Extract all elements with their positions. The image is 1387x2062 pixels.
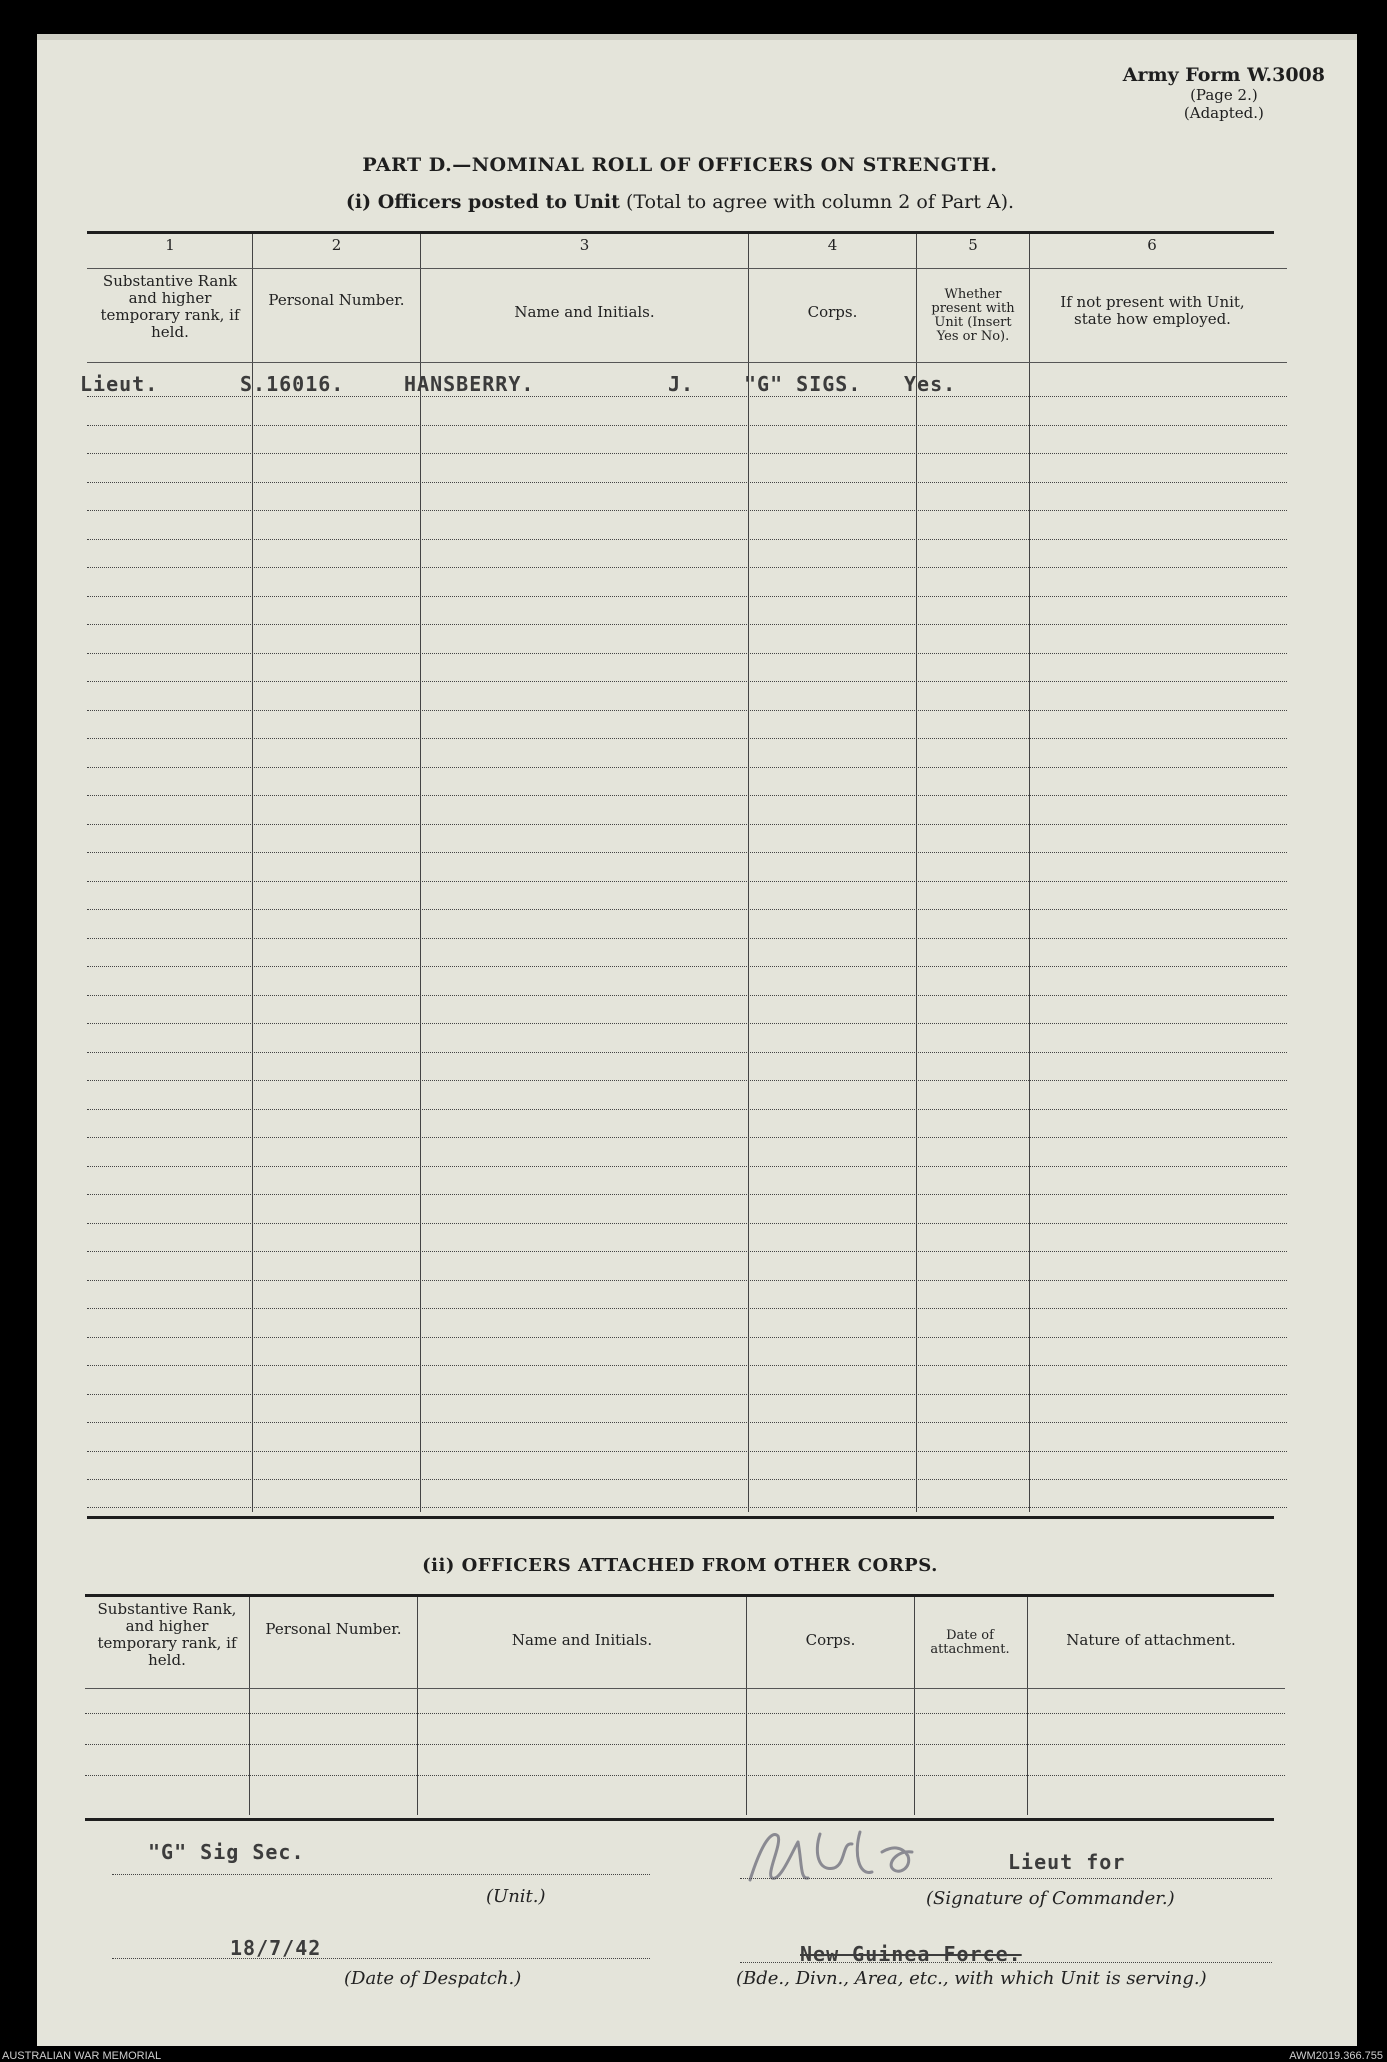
header-personal-number: Personal Number. — [268, 291, 405, 309]
row-rule — [87, 396, 1287, 397]
table1-bottom-rule — [87, 1516, 1274, 1519]
t2-header-nature: Nature of attachment. — [1066, 1631, 1236, 1649]
row-rule — [87, 653, 1287, 654]
row-rule — [87, 710, 1287, 711]
row-rule — [87, 482, 1287, 483]
header-rank: Substantive Rank and higher temporary rank, if held. — [100, 272, 240, 341]
unit-caption: (Unit.) — [486, 1886, 546, 1907]
table1-top-rule — [87, 231, 1274, 234]
header-present: Whether present with Unit (Insert Yes or No). — [931, 287, 1015, 344]
table2-top-rule — [85, 1594, 1274, 1597]
t2-col-divider — [1027, 1597, 1028, 1815]
section-i-note: (Total to agree with column 2 of Part A). — [625, 191, 1015, 213]
row-rule — [87, 1365, 1287, 1366]
row-rule — [87, 539, 1287, 540]
archive-institution: AUSTRALIAN WAR MEMORIAL — [2, 2050, 162, 2062]
row-rule — [87, 1280, 1287, 1281]
form-reference — [1123, 64, 1325, 122]
date-line — [112, 1958, 650, 1959]
signature-scribble — [742, 1822, 982, 1892]
t2-header-bottom-rule — [85, 1688, 1285, 1689]
t2-col-divider — [914, 1597, 915, 1815]
row-rank: Lieut. — [80, 372, 159, 396]
signature-line — [740, 1878, 1272, 1879]
row-rule — [87, 909, 1287, 910]
row-rule — [87, 596, 1287, 597]
signature-suffix: Lieut for — [1008, 1850, 1126, 1874]
header-bottom-rule — [87, 362, 1287, 363]
row-rule — [87, 795, 1287, 796]
archive-reference: AWM2019.366.755 — [1289, 2050, 1383, 2062]
col-number: 4 — [827, 236, 838, 254]
header-how-employed: If not present with Unit, state how employed. — [1060, 293, 1245, 328]
row-rule — [87, 1023, 1287, 1024]
row-rule — [87, 1337, 1287, 1338]
row-present: Yes. — [904, 372, 957, 396]
t2-col-divider — [249, 1597, 250, 1815]
row-rule — [87, 1166, 1287, 1167]
form-adapted: (Adapted.) — [1183, 104, 1264, 122]
row-rule — [87, 966, 1287, 967]
row-rule — [87, 624, 1287, 625]
header-name: Name and Initials. — [514, 303, 655, 321]
section-ii-title: (ii) OFFICERS ATTACHED FROM OTHER CORPS. — [422, 1555, 938, 1576]
row-rule — [87, 995, 1287, 996]
t2-header-corps: Corps. — [805, 1631, 856, 1649]
row-rule — [87, 1422, 1287, 1423]
t2-header-date: Date of attachment. — [930, 1628, 1010, 1657]
unit-value: "G" Sig Sec. — [148, 1840, 305, 1864]
row-rule — [87, 1451, 1287, 1452]
t2-row-rule — [85, 1775, 1285, 1776]
col-number: 6 — [1147, 236, 1157, 254]
row-rule — [87, 767, 1287, 768]
row-rule — [87, 681, 1287, 682]
signature-caption: (Signature of Commander.) — [926, 1888, 1175, 1909]
header-corps: Corps. — [807, 303, 858, 321]
t2-row-rule — [85, 1744, 1285, 1745]
row-initials: J. — [668, 372, 695, 396]
t2-header-rank: Substantive Rank, and higher temporary rank, if held. — [97, 1600, 237, 1669]
row-rule — [87, 738, 1287, 739]
row-rule — [87, 1308, 1287, 1309]
row-rule — [87, 1052, 1287, 1053]
col-number: 1 — [165, 236, 175, 254]
row-rule — [87, 1194, 1287, 1195]
page-top-edge — [37, 34, 1357, 40]
t2-header-personal-number: Personal Number. — [265, 1620, 402, 1638]
col-number: 2 — [331, 236, 342, 254]
t2-col-divider — [417, 1597, 418, 1815]
unit-line — [112, 1874, 650, 1875]
part-title: PART D.—NOMINAL ROLL OF OFFICERS ON STRENGTH. — [362, 154, 998, 176]
col-number: 3 — [579, 236, 590, 254]
row-rule — [87, 1080, 1287, 1081]
section-i-title — [0, 191, 1360, 213]
row-rule — [87, 1137, 1287, 1138]
row-rule — [87, 567, 1287, 568]
t2-row-rule — [85, 1713, 1285, 1714]
row-rule — [87, 425, 1287, 426]
t2-col-divider — [746, 1597, 747, 1815]
row-rule — [87, 938, 1287, 939]
row-rule — [87, 1394, 1287, 1395]
row-rule — [87, 852, 1287, 853]
formation-value: New Guinea Force. — [800, 1942, 1022, 1966]
form-page-number: (Page 2.) — [1190, 86, 1258, 104]
row-rule — [87, 510, 1287, 511]
row-rule — [87, 881, 1287, 882]
table2-bottom-rule — [85, 1818, 1274, 1821]
row-rule — [87, 1479, 1287, 1480]
row-name: HANSBERRY. — [404, 372, 535, 396]
row-personal-number: S.16016. — [240, 372, 345, 396]
form-number: Army Form W.3008 — [1122, 64, 1325, 86]
formation-caption: (Bde., Divn., Area, etc., with which Unit is serving.) — [736, 1968, 1207, 1989]
row-rule — [87, 824, 1287, 825]
t2-header-name: Name and Initials. — [511, 1631, 653, 1649]
col-number: 5 — [968, 236, 978, 254]
row-corps: "G" SIGS. — [744, 372, 862, 396]
row-rule — [87, 1223, 1287, 1224]
section-i-bold: (i) Officers posted to Unit — [345, 191, 620, 213]
row-rule — [87, 1507, 1287, 1508]
despatch-date-caption: (Date of Despatch.) — [344, 1968, 522, 1989]
row-rule — [87, 453, 1287, 454]
row-rule — [87, 1109, 1287, 1110]
despatch-date-value: 18/7/42 — [230, 1936, 322, 1960]
col-number-rule — [87, 268, 1287, 269]
row-rule — [87, 1251, 1287, 1252]
formation-line — [740, 1962, 1272, 1963]
